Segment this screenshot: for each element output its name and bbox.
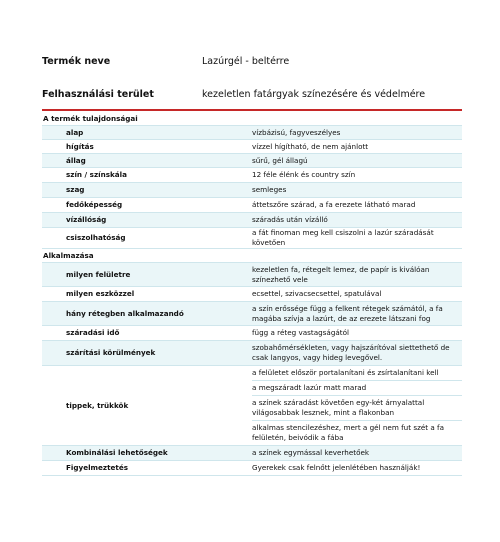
- row-value: áttetszőre szárad, a fa erezete látható marad: [252, 198, 462, 213]
- product-name-row: [42, 56, 462, 72]
- table-row: [42, 228, 462, 249]
- product-name-value: Lazúrgél - beltérre: [202, 56, 290, 67]
- spec-table: [42, 112, 462, 476]
- table-row: [42, 287, 462, 302]
- row-key: száradási idő: [42, 326, 252, 341]
- table-row: [42, 168, 462, 183]
- row-value: 12 féle élénk és country szín: [252, 168, 462, 183]
- table-row: [42, 341, 462, 366]
- row-key: vízállóság: [42, 213, 252, 228]
- table-row: [42, 366, 462, 446]
- row-value: a fát finoman meg kell csiszolni a lazúr száradását követően: [252, 228, 462, 249]
- row-value: száradás után vízálló: [252, 213, 462, 228]
- row-key: milyen eszközzel: [42, 287, 252, 302]
- row-value: a szín erőssége függ a felkent rétegek számától, a fa magába szívja a lazúrt, de az erezete látszani fog: [252, 302, 462, 326]
- row-key: állag: [42, 154, 252, 168]
- row-value: sűrű, gél állagú: [252, 154, 462, 168]
- table-row: [42, 154, 462, 168]
- row-key: Figyelmeztetés: [42, 461, 252, 476]
- row-value: semleges: [252, 183, 462, 198]
- table-row: [42, 126, 462, 140]
- row-value: szobahőmérsékleten, vagy hajszárítóval siettethető de csak langyos, vagy hideg levegővel.: [252, 341, 462, 366]
- table-row: [42, 198, 462, 213]
- row-value: ecsettel, szivacsecsettel, spatulával: [252, 287, 462, 302]
- product-name-label: Termék neve: [42, 56, 111, 67]
- section-header-properties: [42, 112, 462, 126]
- row-value: vízbázisú, fagyveszélyes: [252, 126, 462, 140]
- tips-list: [252, 366, 462, 446]
- table-row: [42, 461, 462, 476]
- table-row: [42, 263, 462, 287]
- row-key: szárítási körülmények: [42, 341, 252, 366]
- usage-area-value: kezeletlen fatárgyak színezésére és védelmére: [202, 89, 426, 100]
- section-title: Alkalmazása: [42, 249, 462, 263]
- table-row: [42, 446, 462, 461]
- row-value: kezeletlen fa, rétegelt lemez, de papír is kiválóan színezhető vele: [252, 263, 462, 287]
- row-key: hígítás: [42, 140, 252, 154]
- row-value: függ a réteg vastagságától: [252, 326, 462, 341]
- section-header-usage: [42, 249, 462, 263]
- row-key: Kombinálási lehetőségek: [42, 446, 252, 461]
- header-divider: [42, 109, 462, 111]
- table-row: [42, 140, 462, 154]
- row-key: szag: [42, 183, 252, 198]
- table-row: [42, 326, 462, 341]
- tip-item: a színek száradást követően egy-két árnyalattal világosabbak lesznek, mint a flakonban: [252, 395, 462, 420]
- section-title: A termék tulajdonságai: [42, 112, 462, 126]
- row-key: hány rétegben alkalmazandó: [42, 302, 252, 326]
- row-value: Gyerekek csak felnőtt jelenlétében használják!: [252, 461, 462, 476]
- table-row: [42, 302, 462, 326]
- row-key: fedőképesség: [42, 198, 252, 213]
- tip-item: alkalmas stencilezéshez, mert a gél nem fut szét a fa felületén, beivódik a fába: [252, 420, 462, 445]
- usage-area-label: Felhasználási terület: [42, 89, 154, 100]
- row-key: milyen felületre: [42, 263, 252, 287]
- row-key: tippek, trükkök: [42, 366, 252, 446]
- row-key: csiszolhatóság: [42, 228, 252, 249]
- usage-area-row: [42, 89, 462, 105]
- table-row: [42, 213, 462, 228]
- row-key: alap: [42, 126, 252, 140]
- row-value: vízzel hígítható, de nem ajánlott: [252, 140, 462, 154]
- tip-item: a megszáradt lazúr matt marad: [252, 380, 462, 395]
- tip-item: a felületet először portalanítani és zsírtalanítani kell: [252, 368, 439, 377]
- table-row: [42, 183, 462, 198]
- row-value: a színek egymással keverhetőek: [252, 446, 462, 461]
- row-key: szín / színskála: [42, 168, 252, 183]
